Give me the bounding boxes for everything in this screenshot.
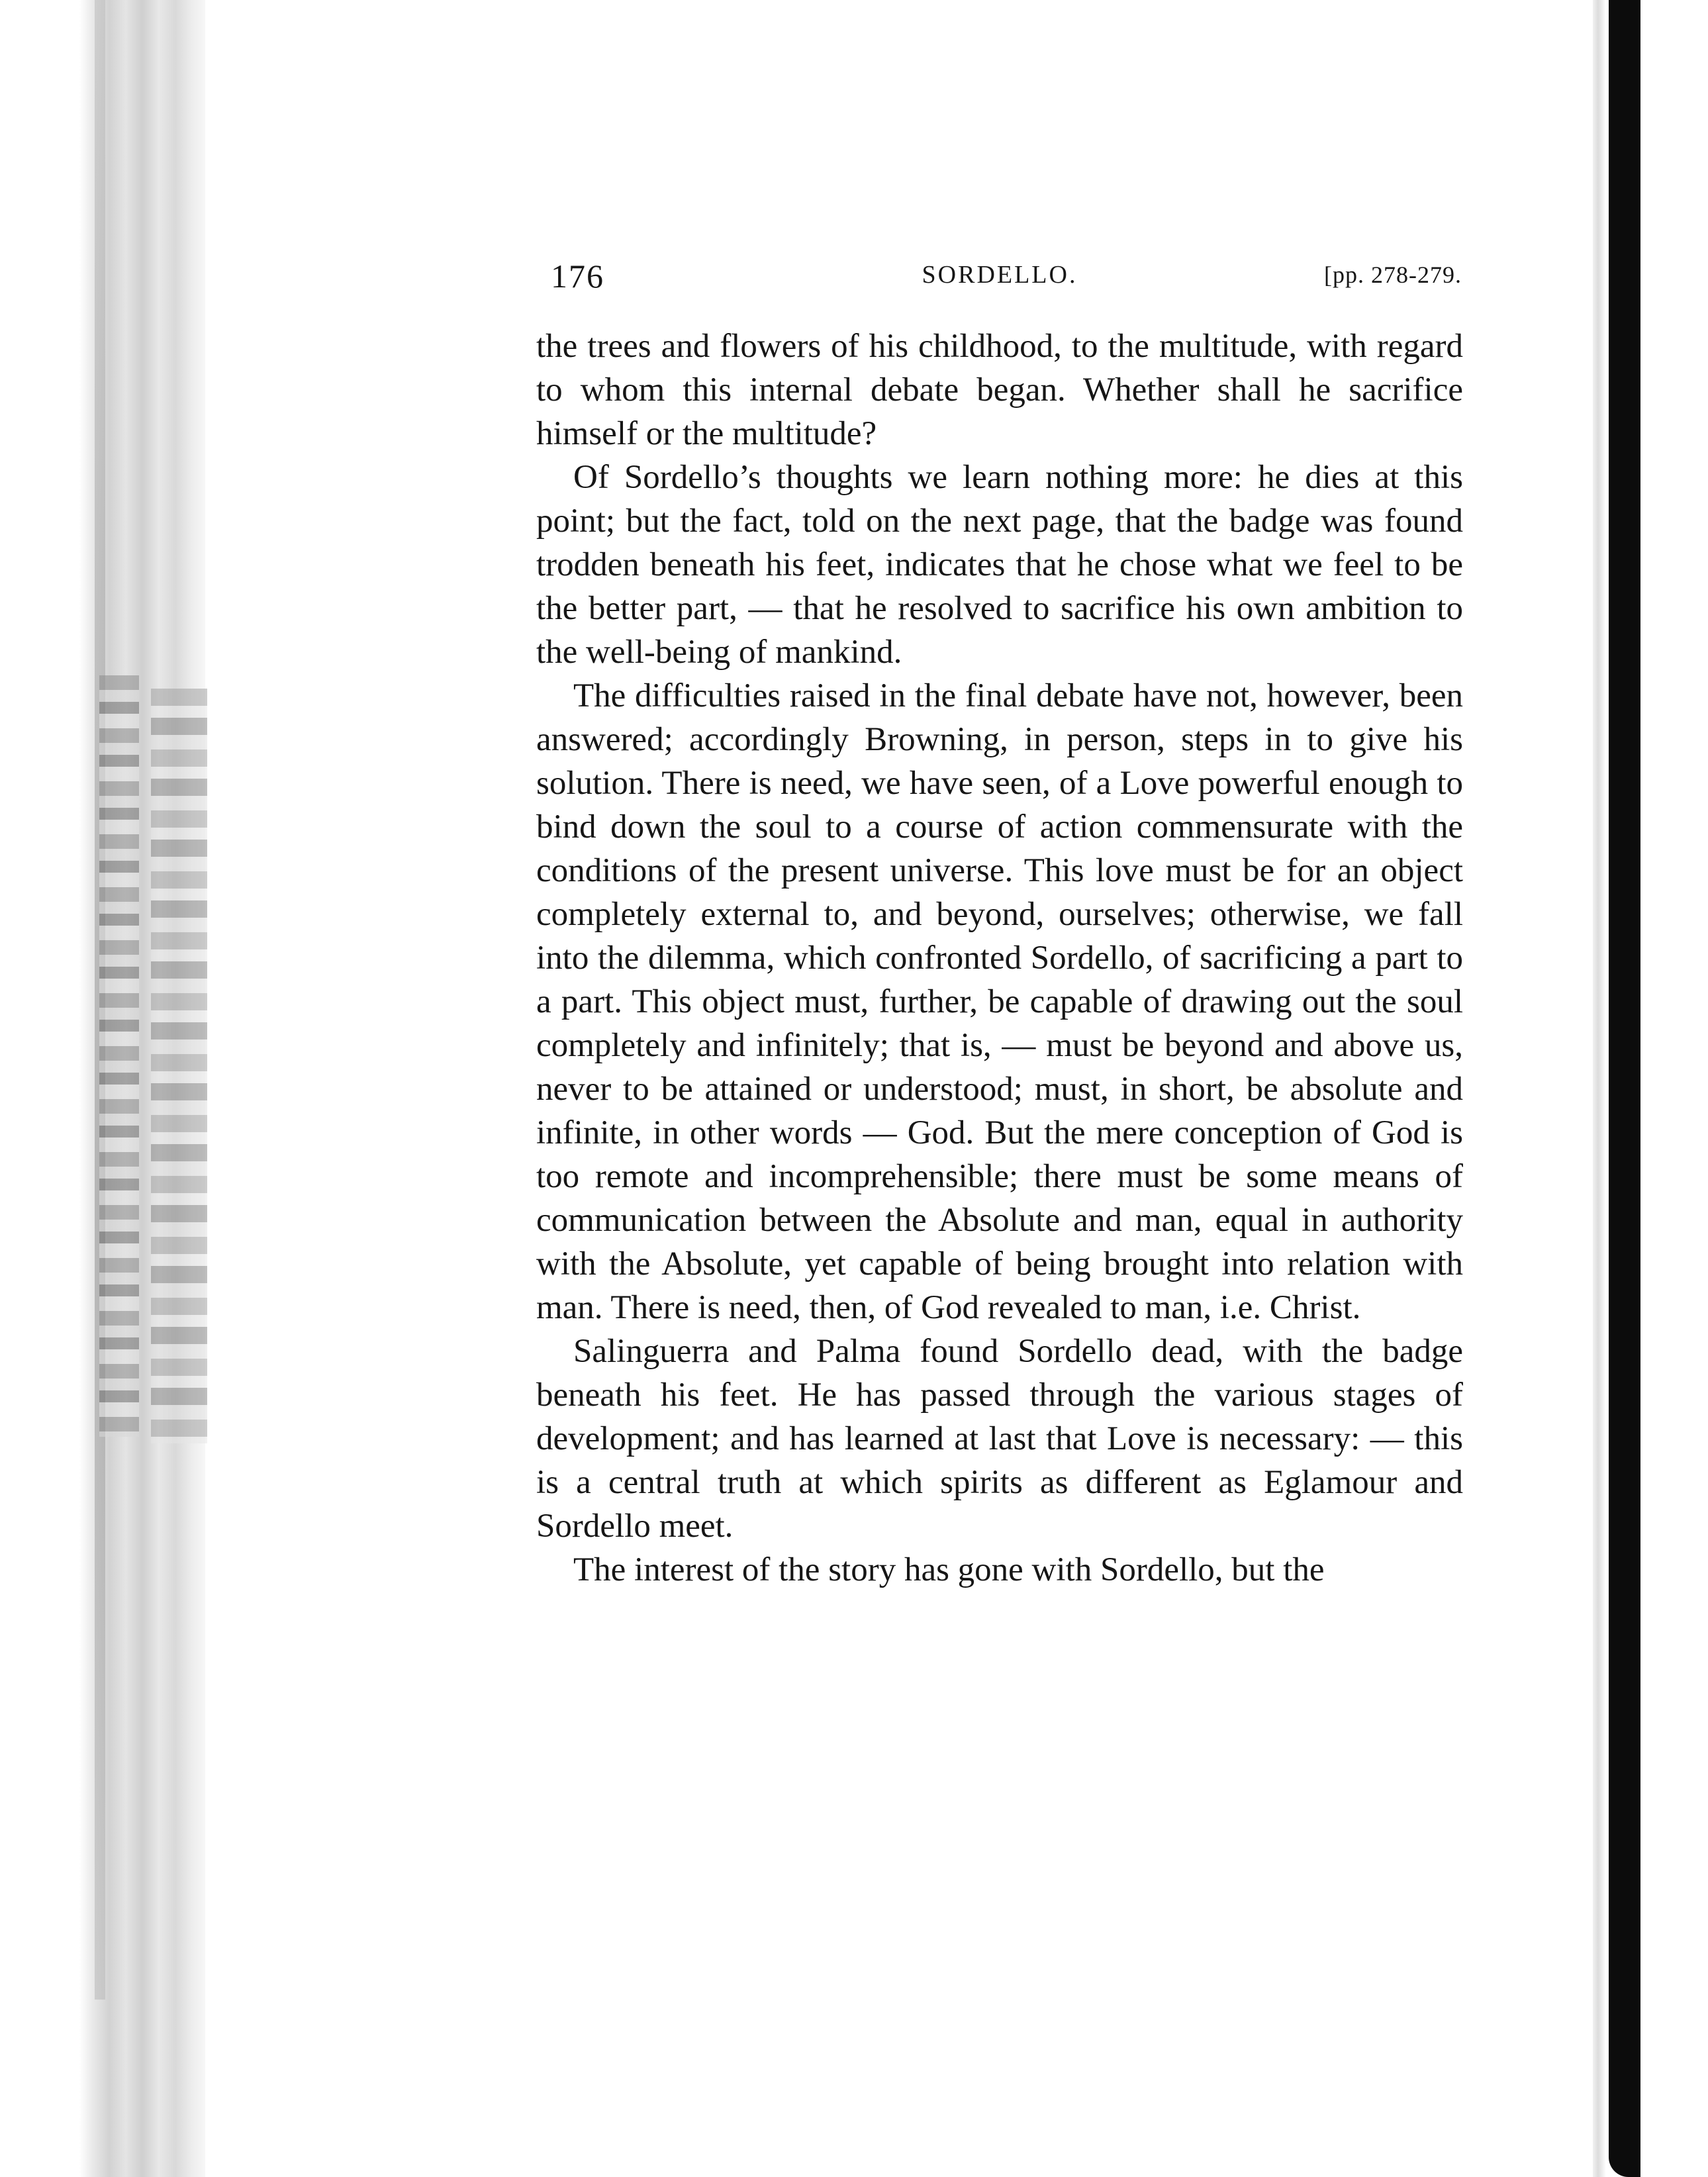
paragraph-3: The difficulties raised in the final debate have not, however, been answered; accordingly Browning, in person, steps in to give his solution. There is need, we have seen, of a Love powerful enough to bind down the soul to a course of action commensurate with the conditions of the present universe. This love must be for an object completely external to, and beyond, ourselves; otherwise, we fall into the dilemma, which confronted Sordello, of sacrificing a part to a part. This object must, further, be capable of drawing out the soul completely and infinitely; that is, — must be beyond and above us, never to be attained or understood; must, in short, be absolute and infinite, in other words — God. But the mere conception of God is too remote and incomprehensible; there must be some means of communication between the Absolute and man, equal in authority with the Absolute, yet capable of being brought into relation with man. There is need, then, of God revealed to man, i.e. Christ. (536, 677, 1463, 1326)
paragraph-1: the trees and flowers of his childhood, to the multitude, with regard to whom this internal debate began. Whether shall he sacrifice himself or the multitude? (536, 328, 1463, 452)
page-number: 176 (551, 258, 604, 295)
body-text (536, 324, 1463, 1592)
running-head (536, 245, 1463, 305)
page-reference: [pp. 278-279. (1324, 262, 1462, 288)
header-title: SORDELLO. (922, 261, 1078, 289)
facing-page-margin (1640, 0, 1708, 2177)
book-page (536, 245, 1463, 1834)
show-through-text-left (99, 675, 139, 1437)
paragraph-4: Salinguerra and Palma found Sordello dead, with the badge beneath his feet. He has passed through the various stages of development; and has learned at last that Love is necessary: — this is a central truth at which spirits as different as Eglamour and Sordello meet. (536, 1333, 1463, 1545)
paragraph-2: Of Sordello’s thoughts we learn nothing more: he dies at this point; but the fact, told on the next page, that the badge was found trodden beneath his feet, indicates that he chose what we feel to be the better part, — that he resolved to sacrifice his own ambition to the well-being of mankind. (536, 459, 1463, 671)
facing-page-border (1609, 0, 1640, 2177)
show-through-text-right (151, 689, 207, 1443)
paragraph-5: The interest of the story has gone with Sordello, but the (573, 1551, 1325, 1588)
